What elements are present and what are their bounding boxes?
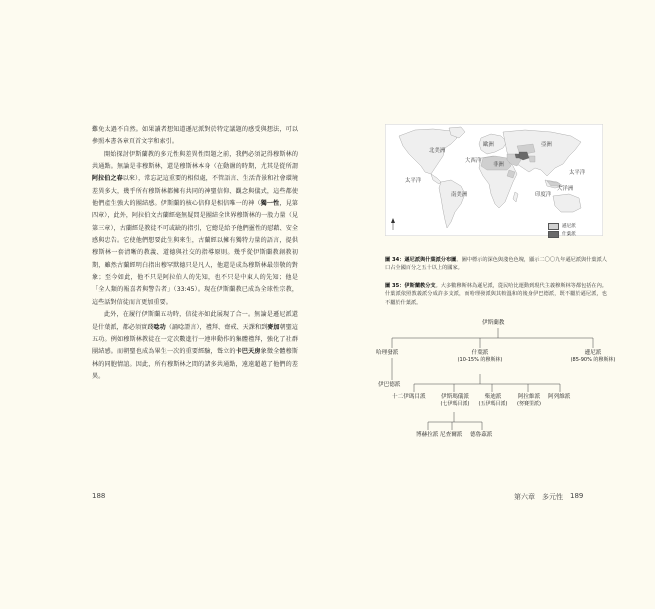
text-run: 此外，在履行伊斯蘭五功時，信徒亦如此展現了合一。無論是遜尼派還是什葉派，都必須實踐: [92, 311, 298, 331]
tree-node-ismaili-label: 伊斯瑪儀派: [441, 394, 469, 400]
islam-branches-diagram: [370, 316, 630, 476]
tree-node-alawi-label: 阿拉維派: [517, 394, 541, 400]
compass-icon: [391, 218, 395, 230]
tree-node-nizari: 尼查爾派: [440, 432, 463, 438]
map-label-pacific-left: 太平洋: [405, 178, 422, 184]
legend-item-sunni: [548, 222, 576, 230]
paragraph: [92, 124, 298, 149]
tree-node-ibadi: 伊巴德派: [378, 382, 401, 388]
legend-swatch-sunni: [548, 223, 559, 230]
paragraph: [92, 309, 298, 383]
map-label-africa: 非洲: [493, 162, 504, 168]
tree-node-bohra: 博赫拉派: [416, 432, 439, 438]
sunni-south-asia: [529, 156, 535, 162]
text-run: ，見第四章），此外，阿拉伯文古蘭經毫無疑問是團結全世界穆斯林的一股力量（見第三章），古蘭經是教徒不可或缺的指引，它總是給予他們靈性的慰藉、安全感與忠告。它使他們想要此生與來生，古蘭經以擁有獨特力量的語言，提供穆斯林一套清晰的教義、道德與社交的指導原則。幾乎從伊斯蘭教創教初期，雖然古蘭經明白指出穆罕默德只是凡人，他還是成為穆斯林最崇敬的對象；至今如此，他不只是阿拉伯人的先知，也不只是中東人的先知；他是「全人類的報喜者與警告者」（33:45）。現在伊斯蘭教已成為全球性宗教，這些話對信徒而言更加重要。: [92, 200, 299, 306]
text-run: 象徵全體穆斯林的同胞情誼。因此，所有穆斯林之間的諸多共通點，遠遠超越了他們的差異。: [92, 348, 298, 380]
map-label-oceania: 大洋洲: [557, 186, 574, 192]
tree-node-zaydi-label: 柴迪派: [484, 394, 502, 400]
tree-node-alawi-sub: (努賽里派): [517, 401, 541, 408]
page-number-left: 188: [92, 492, 106, 500]
world-map: [385, 124, 603, 236]
figure-35-caption: [385, 282, 607, 307]
tree-node-sunni: [566, 350, 620, 364]
map-label-south-america: 南美洲: [451, 192, 468, 198]
legend-label-shia: 什葉派: [562, 232, 576, 237]
map-legend: [548, 222, 576, 238]
tree-node-twelver: 十二伊瑪目派: [392, 394, 426, 400]
map-label-asia: 亞洲: [541, 142, 552, 148]
text-run: （誦唸證言），禮拜、齋戒、天課和到: [165, 323, 268, 331]
bold-term: 唸功: [153, 323, 166, 331]
figure-35-text: 。大多數穆斯林為遜尼派，從民哈比運動到現代主義穆斯林等都包括在內。什葉派依照教義派分成許多支派，而哈理發派與其較溫和的後身伊巴德派，既不屬於遜尼派，也不屬於什葉派。: [385, 283, 607, 306]
legend-label-sunni: 遜尼派: [562, 224, 576, 229]
tree-node-alevi: 阿列維派: [548, 394, 571, 400]
bold-term: 獨一性: [260, 200, 280, 208]
bold-term: 阿拉伯之春: [92, 175, 123, 183]
text-run: 開始探討伊斯蘭教的多元性與差異性問題之前，我們必須記得穆斯林的共通點。無論是非穆斯林，還是穆斯林本身（在動盪的時期，尤其是從所謂: [92, 150, 298, 171]
tree-node-druze: 德魯茲派: [470, 432, 493, 438]
tree-node-zaydi: [476, 394, 510, 408]
figure-35-title: 圖 35：伊斯蘭教分支: [385, 283, 436, 289]
tree-node-ismaili: [436, 394, 474, 408]
madagascar-shape: [513, 192, 518, 202]
australia-shape: [553, 194, 581, 212]
world-map-figure: [385, 124, 603, 236]
left-page: [0, 0, 327, 609]
paragraph: [92, 149, 298, 309]
text-run: 以來），常忘記這重要的相似處，不管語言、生活背景和社會環境差異多大，幾乎所有穆斯林都擁有共同的神聖信仰、觀念與儀式，這些都使他們產生強大的團結感。伊斯蘭的核心信仰是相信唯一的神（: [92, 175, 299, 208]
tree-node-alawi: [512, 394, 546, 408]
north-america-shape: [399, 129, 457, 174]
map-label-north-america: 北美洲: [429, 148, 446, 154]
legend-item-shia: [548, 230, 576, 238]
south-america-shape: [439, 180, 465, 228]
figure-34-caption: [385, 256, 607, 273]
central-america-shape: [431, 174, 441, 184]
tree-node-sunni-pct: (85-90% 的穆斯林): [570, 357, 616, 364]
map-label-atlantic: 大西洋: [465, 158, 482, 164]
map-label-indian-ocean: 印度洋: [535, 192, 552, 198]
tree-node-kharijite: 哈理發派: [376, 350, 399, 356]
map-label-europe: 歐洲: [483, 142, 494, 148]
text-run: 朝聖這五功。例如穆斯林教徒在一定次數進行一連串動作的集體禮拜，強化了社群團結感。而朝聖也成為畢生一次的重要經驗，聳立的: [92, 323, 298, 356]
tree-node-shia-pct: (10-15% 的穆斯林): [457, 357, 503, 364]
tree-node-shia: [454, 350, 506, 364]
map-label-pacific-right: 太平洋: [569, 170, 586, 176]
text-run: 難免太過不自然。如果讀者想知道遜尼派對於特定議題的感受與想法，可以參照本書各章頁首文字和索引。: [92, 126, 298, 146]
tree-node-sunni-label: 遜尼派: [584, 350, 602, 356]
tree-node-ismaili-sub: (七伊瑪目派): [440, 401, 470, 408]
bold-term: 麥加: [267, 323, 280, 331]
figure-34-title: 圖 34：遜尼派與什葉派分布圖: [385, 257, 457, 263]
body-text: [92, 124, 298, 383]
tree-node-shia-label: 什葉派: [471, 350, 489, 356]
tree-node-zaydi-sub: (五伊瑪目派): [478, 401, 508, 408]
tree-node-islam: 伊斯蘭教: [482, 320, 505, 326]
running-head: 第六章 多元性: [514, 493, 563, 501]
figure-34-text: 。圖中標示的深色與淺色色塊，顯示二〇〇九年遜尼派與什葉派人口占全國百分之五十以上的國家。: [385, 257, 607, 272]
page-number-right: 189: [570, 492, 584, 500]
legend-swatch-shia: [548, 231, 559, 238]
bold-term: 卡巴天房: [235, 348, 261, 356]
